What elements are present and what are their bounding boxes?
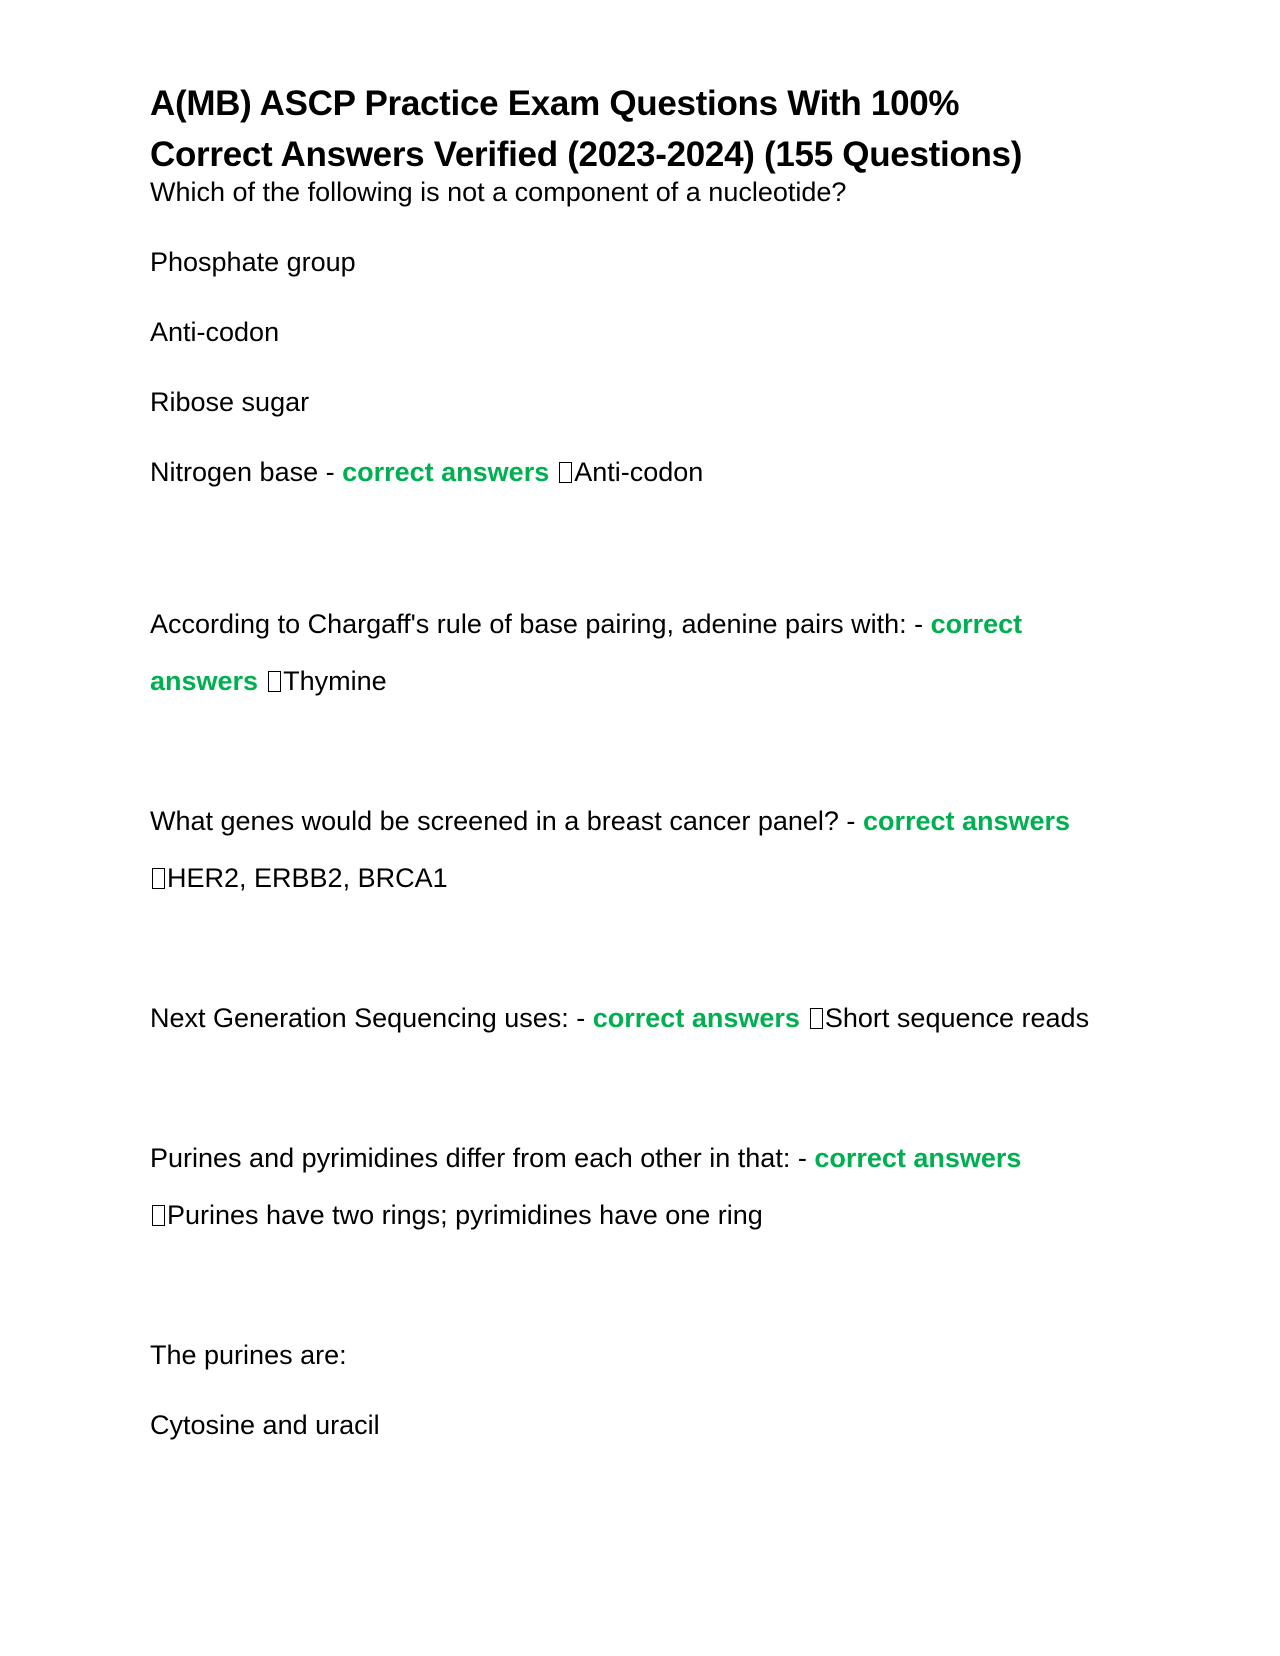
question-1-text: Which of the following is not a component of a nucleotide? [150, 177, 847, 207]
question-1-answer-line [150, 452, 1150, 492]
question-4-text [150, 998, 1150, 1038]
question-4 [150, 998, 1150, 1038]
checkbox-icon [152, 1205, 165, 1226]
answers-label: answers [150, 666, 259, 696]
option-nitrogen-base: Nitrogen base [150, 457, 319, 487]
question-2-text [150, 604, 1150, 644]
question-3-text [150, 801, 1150, 841]
checkbox-icon [810, 1008, 823, 1029]
question-2-answer: Thymine [283, 666, 387, 696]
question-5-answer: Purines have two rings; pyrimidines have one ring [167, 1200, 763, 1230]
option-anti-codon: Anti-codon [150, 317, 280, 347]
question-3-answer: HER2, ERBB2, BRCA1 [167, 863, 448, 893]
question-5-answer-line [150, 1195, 1150, 1235]
question-4-answer: Short sequence reads [824, 1003, 1090, 1033]
question-3-prompt: What genes would be screened in a breast cancer panel? - [150, 806, 863, 836]
correct-label: correct [930, 609, 1023, 639]
option-ribose-sugar: Ribose sugar [150, 387, 310, 417]
question-5 [150, 1138, 1150, 1235]
question-1-answer: Anti-codon [574, 457, 704, 487]
question-2 [150, 604, 1150, 701]
option-phosphate-group: Phosphate group [150, 247, 356, 277]
correct-answers-label: correct answers [814, 1143, 1022, 1173]
question-3 [150, 801, 1150, 898]
checkbox-icon [268, 671, 281, 692]
question-5-prompt: Purines and pyrimidines differ from each other in that: - [150, 1143, 815, 1173]
question-1 [150, 172, 1150, 492]
question-2-answer-line [150, 661, 1150, 701]
question-6-text: The purines are: [150, 1340, 347, 1370]
title-line-1: A(MB) ASCP Practice Exam Questions With 100% [150, 84, 960, 123]
correct-answers-label: correct answers [862, 806, 1071, 836]
option-cytosine-and-uracil: Cytosine and uracil [150, 1410, 380, 1440]
question-6 [150, 1335, 1150, 1445]
checkbox-icon [152, 868, 165, 889]
answer-separator: - [318, 457, 343, 487]
question-2-prompt: According to Chargaff's rule of base pairing, adenine pairs with: - [150, 609, 931, 639]
question-5-text [150, 1138, 1150, 1178]
document-page [150, 78, 1150, 1445]
question-3-answer-line [150, 858, 1150, 898]
document-title [150, 78, 1150, 180]
title-line-2: Correct Answers Verified (2023-2024) (155 Questions) [150, 135, 1023, 174]
correct-answers-label: correct answers [342, 457, 550, 487]
question-4-prompt: Next Generation Sequencing uses: - [150, 1003, 593, 1033]
correct-answers-label: correct answers [592, 1003, 800, 1033]
checkbox-icon [559, 462, 572, 483]
